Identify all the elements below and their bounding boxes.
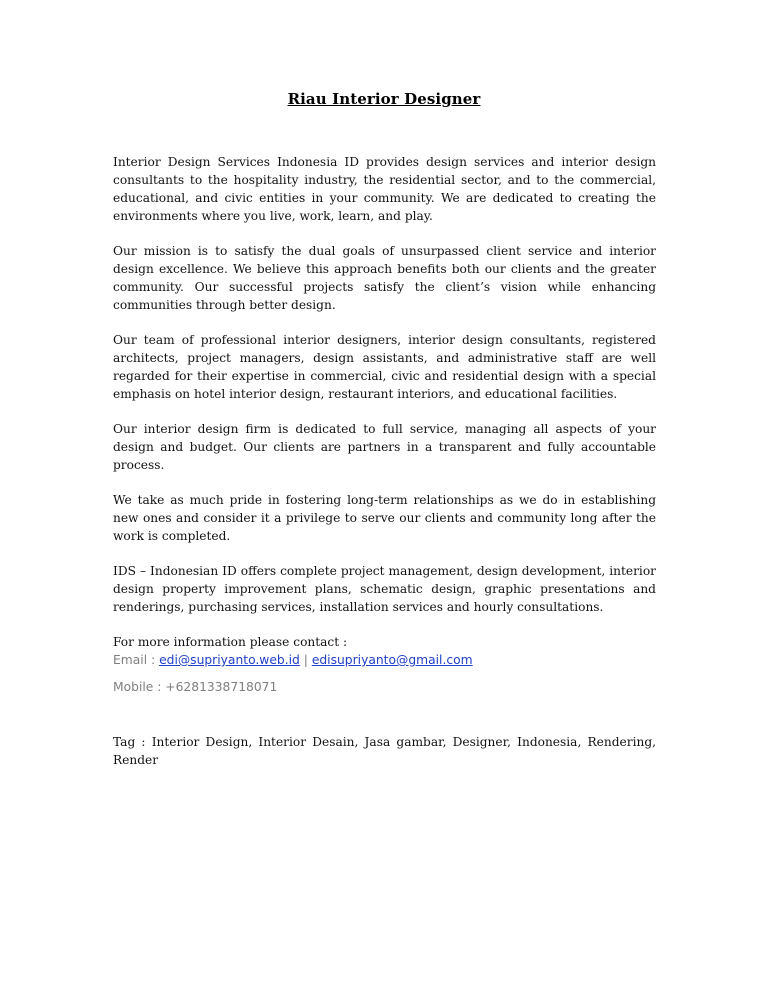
document-body [113,153,656,769]
paragraph-team: Our team of professional interior designers, interior design consultants, registered architects, project managers, design assistants, and administrative staff are well regarded for their expertise in commercial, civic and residential design with a special emphasis on hotel interior design, restaurant interiors, and educational facilities. [113,333,656,401]
paragraph-service: Our interior design firm is dedicated to full service, managing all aspects of your design and budget. Our clients are partners in a transparent and fully accountable process. [113,422,656,472]
email-separator: | [299,653,312,667]
mobile-line: Mobile : +6281338718071 [113,680,278,694]
email-label: Email : [113,653,160,667]
paragraph-mission: Our mission is to satisfy the dual goals of unsurpassed client service and interior design excellence. We believe this approach benefits both our clients and the greater community. Our successful projects satisfy the client’s vision while enhancing communities through better design. [113,244,656,312]
paragraph-offerings: IDS – Indonesian ID offers complete project management, design development, interior design property improvement plans, schematic design, graphic presentations and renderings, purchasing services, installation services and hourly consultations. [113,564,656,614]
paragraph-intro: Interior Design Services Indonesia ID provides design services and interior design consultants to the hospitality industry, the residential sector, and to the commercial, educational, and civic entities in your community. We are dedicated to creating the environments where you live, work, learn, and play. [113,155,656,223]
paragraph-relationships: We take as much pride in fostering long-term relationships as we do in establishing new ones and consider it a privilege to serve our clients and community long after the work is completed. [113,493,656,543]
email-link-secondary[interactable]: edisupriyanto@gmail.com [311,653,473,667]
document-title: Riau Interior Designer [287,90,481,108]
tags-line: Tag : Interior Design, Interior Desain, Jasa gambar, Designer, Indonesia, Rendering, Render [113,735,656,767]
email-line [113,651,656,669]
contact-intro: For more information please contact : [113,635,348,649]
email-link-primary[interactable]: edi@supriyanto.web.id [159,653,300,667]
